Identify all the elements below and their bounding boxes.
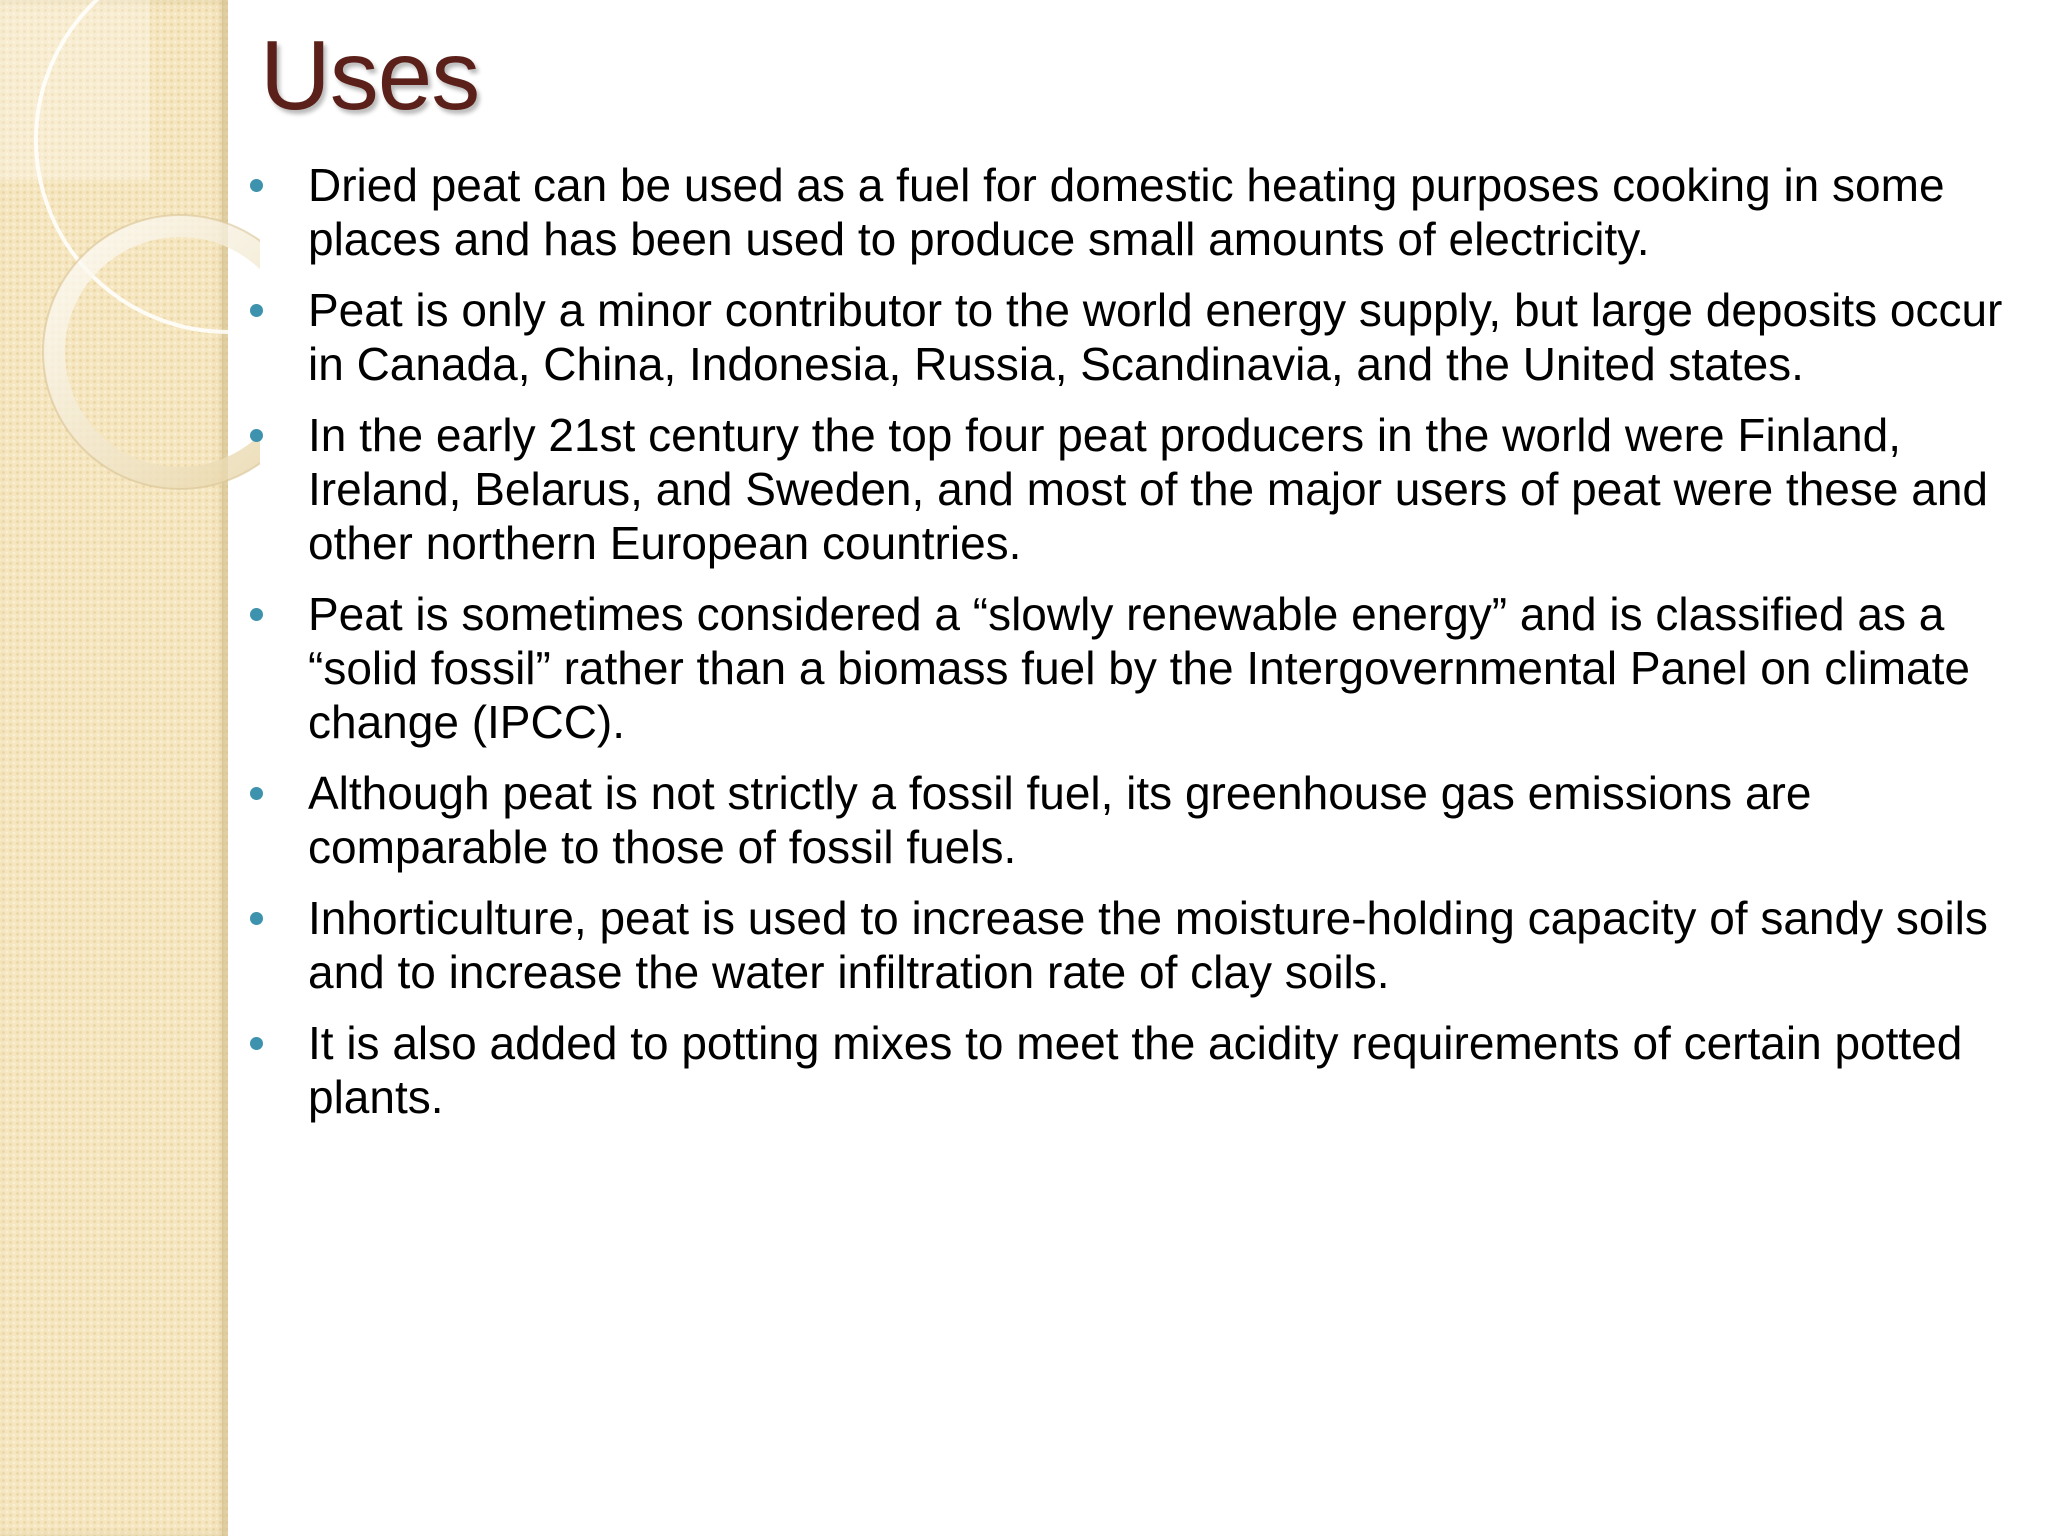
bullet-item	[244, 891, 2044, 999]
ring-circle	[54, 226, 260, 478]
bullet-dot-icon	[250, 429, 263, 442]
bullet-dot-icon	[250, 179, 263, 192]
bullet-text: Inhorticulture, peat is used to increase the moisture-holding capacity of sandy soils and to increase the water infiltration rate of clay soils.	[308, 892, 1988, 998]
slide-title: Uses	[260, 20, 480, 130]
bullet-item	[244, 283, 2044, 391]
bullet-dot-icon	[250, 1037, 263, 1050]
bullet-text: Peat is only a minor contributor to the world energy supply, but large deposits occur in Canada, China, Indonesia, Russia, Scandinavia, and the United states.	[308, 284, 2003, 390]
bullet-text: It is also added to potting mixes to meet the acidity requirements of certain potted plants.	[308, 1017, 1963, 1123]
decorative-circles	[0, 0, 260, 520]
bullet-dot-icon	[250, 912, 263, 925]
bullet-item	[244, 408, 2044, 570]
bullet-item	[244, 158, 2044, 266]
bullet-dot-icon	[250, 787, 263, 800]
bullet-text: Dried peat can be used as a fuel for domestic heating purposes cooking in some places and has been used to produce small amounts of electricity.	[308, 159, 1945, 265]
bullet-dot-icon	[250, 304, 263, 317]
bullet-text: In the early 21st century the top four peat producers in the world were Finland, Ireland, Belarus, and Sweden, and most of the major users of peat were these and other northern European countries.	[308, 409, 1988, 569]
bullet-item	[244, 1016, 2044, 1124]
bullet-item	[244, 587, 2044, 749]
bullet-dot-icon	[250, 608, 263, 621]
bullet-text: Although peat is not strictly a fossil fuel, its greenhouse gas emissions are comparable to those of fossil fuels.	[308, 767, 1812, 873]
bullet-text: Peat is sometimes considered a “slowly renewable energy” and is classified as a “solid fossil” rather than a biomass fuel by the Intergovernmental Panel on climate change (IPCC).	[308, 588, 1970, 748]
bullet-item	[244, 766, 2044, 874]
bullet-list	[244, 158, 2044, 1141]
